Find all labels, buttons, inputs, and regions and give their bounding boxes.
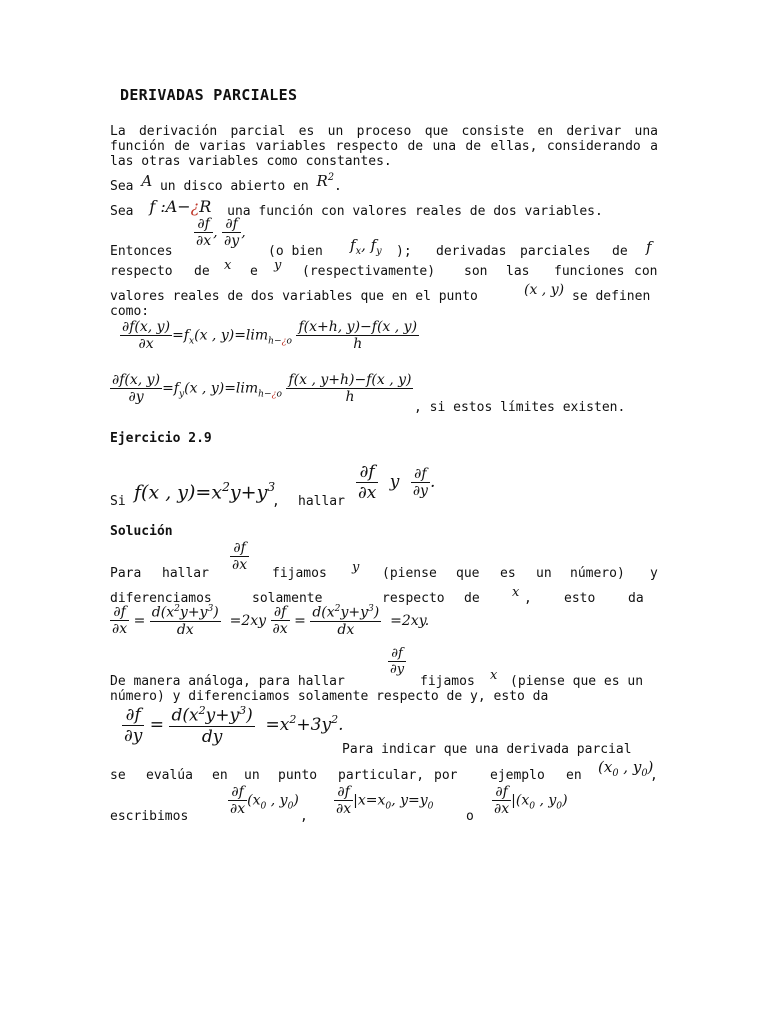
document-page: DERIVADAS PARCIALES La derivación parcial es un proceso que consiste en derivar una función de varias variables respecto de una de ellas, considerando a las otras variables como constantes. Sea A un disco abierto en $R^2$. Sea f :A−¿R una función con valores reales de dos variables. Entonces $\frac{\partial f}{\partial x}$ , $\frac{\partial f}{\partial y}$ , (o bien $f_x$, $f_y$ ); derivadas parciales de f respecto de x e y (respectivamente) son las funciones con valores reales de dos variables que en el punto (x , y) se definen como: $\frac{\partial f(x, y)}{\partial x}$ $=f_x(x$ , $y)=\lim_{h-¿o}$ $\frac{f(x+h, y)-f(x , y)}{h}$ $\frac{\partial f(x, y)}{\partial y}$ $=f_y(x$ , $y)=\lim_{h-¿o}$ $\frac{f(x , y+h)-f(x , y)}{h}$ , si estos límites existen. Ejercicio 2.9 Si f(x , $y)=x^2y+y^3$ , hallar $\frac{\partial f}{\partial x}$ y $\frac{\partial f}{\partial y}$ . Solución Para hallar $\frac{\partial f}{\partial x}$ fijamos y (piense que es un número) y diferenciamos solamente respecto de x , esto da $\frac{\partial f}{\partial x}$ = $\frac{d(x^2y+y^3)}{dx}$ =2xy $\frac{\partial f}{\partial x}$ = $\frac{d(x^2y+y^3)}{dx}$ =2xy. De manera análoga, para hallar $\frac{\partial f}{\partial y}$ fijamos x (piense que es un número) y diferenciamos solamente respecto de y, esto da $\frac{\partial f}{\partial y}$ = $\frac{d(x^2y+y^3)}{dy}$ $=x^2+3y^2$. Para indicar que una derivada parcial se evalúa en un punto particular, por ejemplo en ($x_0$ , $y_0$) , escribimos $\frac{\partial f}{\partial x}$ ($x_0$ , $y_0$) , $\frac{\partial f}{\partial x}$ $|x=x_0$, $y=y_0$ o $\frac{\partial f}{\partial x}$ $|(x_0$ , $y_0$) xyxy=(110,86,658,824)
notation-3: $\frac{\partial f}{\partial x}$ $|(x_0$ , $y_0$) xyxy=(494,784,568,817)
partial-derivatives-pair: $\frac{\partial f}{\partial x}$ , $\frac{\partial f}{\partial y}$ , xyxy=(196,216,246,249)
entonces-w1: Entonces xyxy=(110,244,173,259)
exercise-function: f(x , $y)=x^2y+y^3$ xyxy=(134,480,276,504)
exercise-partials: $\frac{\partial f}{\partial x}$ y $\frac{\partial f}{\partial y}$ . xyxy=(358,462,436,503)
formula-fy-limit: $\frac{\partial f(x, y)}{\partial y}$ $=f_y(x$ , $y)=\lim_{h-¿o}$ $\frac{f(x , y+h)-f(x , y)}{h}$ xyxy=(112,372,412,405)
notation-1: $\frac{\partial f}{\partial x}$ ($x_0$ , $y_0$) xyxy=(230,784,299,817)
escribimos-label: escribimos xyxy=(110,809,189,824)
sea-line-1: Sea A un disco abierto en $R^2$. xyxy=(110,172,342,194)
point-xy: (x , y) xyxy=(524,282,565,298)
limits-note: , si estos límites existen. xyxy=(414,400,626,415)
derivative-x-result: $\frac{\partial f}{\partial x}$ = $\frac{d(x^2y+y^3)}{dx}$ =2xy $\frac{\partial f}{\partial x}$ = $\frac{d(x^2y+y^3)}{dx}$ =2xy. xyxy=(112,604,430,638)
fx-fy-notation: $f_x$, $f_y$ xyxy=(350,236,382,257)
page-title: DERIVADAS PARCIALES xyxy=(120,86,298,104)
formula-fx-limit: $\frac{\partial f(x, y)}{\partial x}$ $=f_x(x$ , $y)=\lim_{h-¿o}$ $\frac{f(x+h, y)-f(x , y)}{h}$ xyxy=(122,319,418,352)
sea-line-2: Sea f :A−¿R una función con valores reales de dos variables. xyxy=(110,197,603,219)
intro-paragraph: La derivación parcial es un proceso que consiste en derivar una función de varias variables respecto de una de ellas, considerando a las otras variables como constantes. xyxy=(110,124,658,169)
notation-2: $\frac{\partial f}{\partial x}$ $|x=x_0$, $y=y_0$ xyxy=(336,784,434,817)
exercise-heading: Ejercicio 2.9 xyxy=(110,431,212,446)
solution-heading: Solución xyxy=(110,524,173,539)
derivative-y-result: $\frac{\partial f}{\partial y}$ = $\frac{d(x^2y+y^3)}{dy}$ $=x^2+3y^2$. xyxy=(124,704,344,747)
point-x0-y0: ($x_0$ , $y_0$) xyxy=(598,758,654,779)
